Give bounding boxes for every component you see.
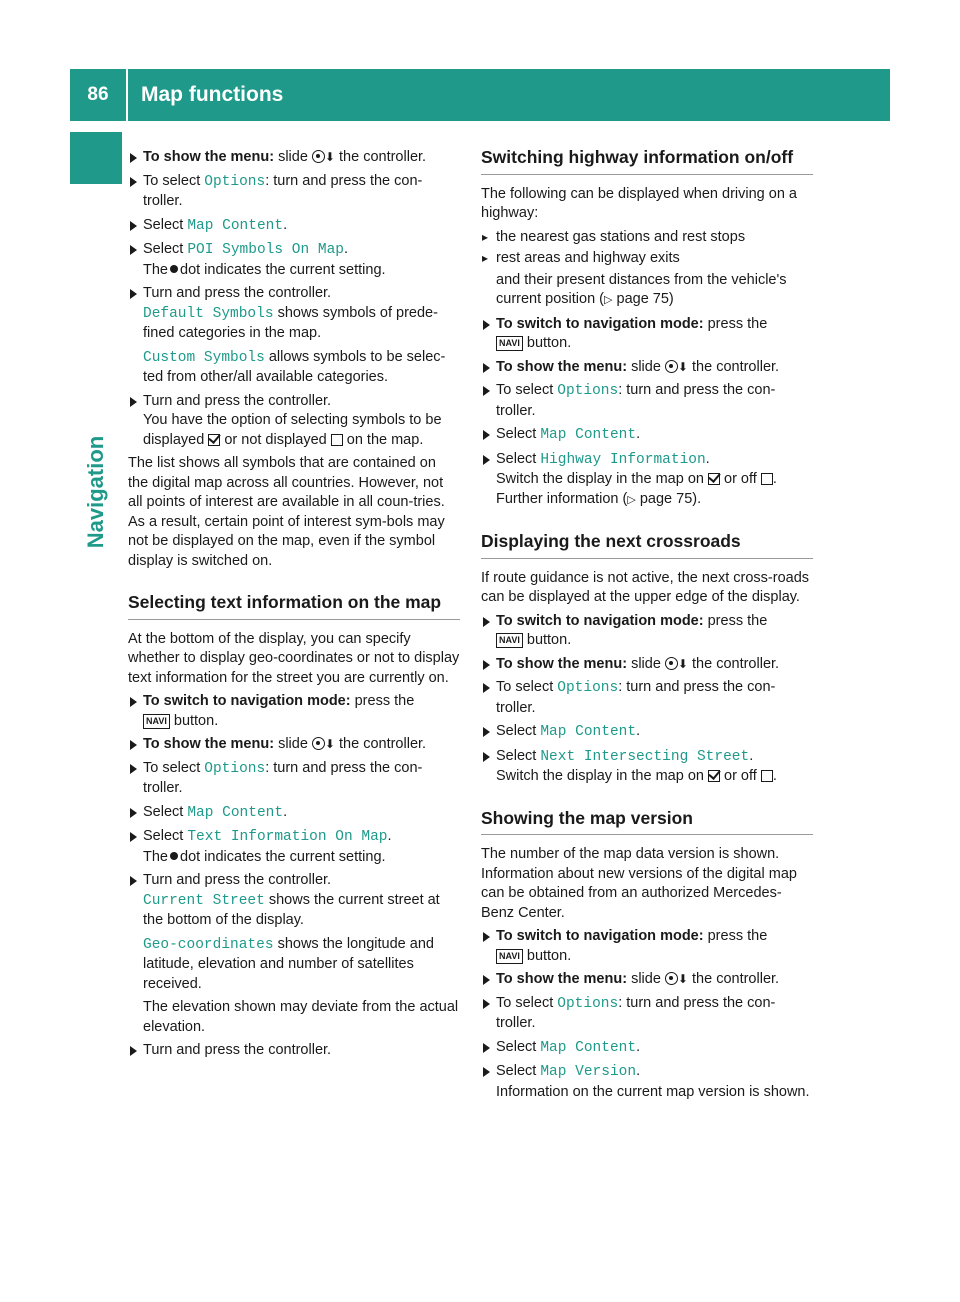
step-select-highway-info: Select Highway Information. Switch the display in the map on or off . Further information (▷ page 75). [481, 450, 813, 511]
step-show-menu-r1: To show the menu: slide ⬇ the controller. [481, 358, 813, 378]
checkbox-empty-icon [761, 473, 773, 485]
step-select-options-r3: To select Options: turn and press the con- troller. [481, 994, 813, 1034]
step-select-map-version: Select Map Version. Information on the current map version is shown. [481, 1062, 813, 1102]
step-turn-press-2: Turn and press the controller. You have the option of selecting symbols to be displayed or not displayed on the map. [128, 392, 460, 451]
menu-item-options: Options [204, 760, 266, 777]
heading-crossroads: Displaying the next crossroads [481, 532, 813, 559]
menu-item-map-version: Map Version [540, 1064, 637, 1080]
navi-key-icon: NAVI [143, 714, 170, 729]
heading-text-info: Selecting text information on the map [128, 593, 460, 620]
option-default-symbols: Default Symbols [143, 305, 274, 322]
controller-icon [665, 972, 678, 985]
menu-item-map-content: Map Content [187, 804, 284, 821]
step-show-menu-2: To show the menu: slide ⬇ the controller. [128, 735, 460, 755]
menu-item-options: Options [557, 680, 619, 696]
step-switch-nav: To switch to navigation mode: press the NAVI button. [128, 692, 460, 731]
step-turn-press-1: Turn and press the controller. Default Symbols shows symbols of prede-fined categories in the map. Custom Symbols allows symbols to be selec-ted from other/all available categories. [128, 284, 460, 388]
arrow-down-icon: ⬇ [677, 972, 688, 986]
step-select-options-r2: To select Options: turn and press the con- troller. [481, 678, 813, 718]
step-switch-nav-r3: To switch to navigation mode: press the NAVI button. [481, 927, 813, 966]
checkbox-empty-icon [761, 770, 773, 782]
controller-icon [665, 360, 678, 373]
header-divider [126, 69, 128, 121]
checkbox-empty-icon [331, 434, 343, 446]
right-column [481, 148, 813, 1106]
controller-icon [312, 150, 325, 163]
checkbox-checked-icon [708, 770, 720, 782]
step-select-poi-symbols: Select POI Symbols On Map. The dot indicates the current setting. [128, 240, 460, 280]
page-title: Map functions [141, 83, 284, 106]
step-show-menu: To show the menu: slide ⬇ the controller. [128, 148, 460, 168]
list-paragraph: The list shows all symbols that are contained on the digital map across all countries. However, not all points of interest are available in all coun-tries. As a result, certain point of interest sym-bols may not be displayed on the map, even if the symbol display is switched on. [128, 455, 445, 569]
option-current-street: Current Street [143, 892, 265, 909]
menu-item-highway-information: Highway Information [540, 451, 706, 468]
step-switch-nav-r2: To switch to navigation mode: press the NAVI button. [481, 612, 813, 651]
navi-key-icon: NAVI [496, 336, 523, 351]
crossroads-paragraph: If route guidance is not active, the next cross-roads can be displayed at the upper edge of the display. [481, 569, 810, 605]
step-select-options-2: To select Options: turn and press the con- troller. [128, 759, 460, 799]
menu-item-map-content: Map Content [540, 427, 637, 443]
menu-item-poi-symbols: POI Symbols On Map [187, 242, 344, 258]
menu-item-next-intersecting-street: Next Intersecting Street [540, 748, 750, 765]
page-number: 86 [87, 84, 109, 105]
text-info-paragraph: At the bottom of the display, you can specify whether to display geo-coordinates or not to display text information for the street you are currently on. [128, 630, 460, 686]
page-reference-icon: ▷ [627, 493, 636, 506]
step-select-options: To select Options: turn and press the con- troller. [128, 172, 460, 212]
step-switch-nav-r1: To switch to navigation mode: press the NAVI button. [481, 315, 813, 354]
side-tab-block [70, 132, 122, 184]
checkbox-checked-icon [708, 473, 720, 485]
arrow-down-icon: ⬇ [324, 737, 335, 751]
side-tab [70, 184, 122, 1024]
heading-highway: Switching highway information on/off [481, 148, 813, 175]
step-select-text-info: Select Text Information On Map. The dot indicates the current setting. [128, 827, 460, 867]
step-select-map-content-2: Select Map Content. [128, 803, 460, 824]
step-show-menu-r3: To show the menu: slide ⬇ the controller. [481, 970, 813, 990]
highway-paragraph: The following can be displayed when driving on a highway: [481, 185, 797, 221]
navi-key-icon: NAVI [496, 633, 523, 648]
step-show-menu-r2: To show the menu: slide ⬇ the controller. [481, 655, 813, 675]
step-turn-press-3: Turn and press the controller. Current Street shows the current street at the bottom of the display. Geo-coordinates shows the longitude and latitude, elevation and number of satellites received. The elevation shown may deviate from the actual elevation. [128, 871, 460, 1037]
page-reference-icon: ▷ [604, 294, 613, 306]
option-geo-coordinates: Geo-coordinates [143, 936, 274, 953]
elevation-note: The elevation shown may deviate from the actual elevation. [143, 999, 459, 1035]
step-select-map-content-r2: Select Map Content. [481, 722, 813, 743]
option-custom-symbols: Custom Symbols [143, 349, 265, 366]
menu-item-map-content: Map Content [187, 217, 284, 234]
bullet-rest-areas: ▸ rest areas and highway exits [481, 249, 813, 269]
controller-icon [312, 737, 325, 750]
radio-dot-icon [170, 265, 178, 273]
menu-item-options: Options [204, 173, 266, 190]
step-select-map-content: Select Map Content. [128, 216, 460, 237]
step-select-options-r1: To select Options: turn and press the con- troller. [481, 381, 813, 421]
controller-icon [665, 657, 678, 670]
menu-item-map-content: Map Content [540, 1039, 637, 1056]
step-select-map-content-r1: Select Map Content. [481, 425, 813, 446]
menu-item-text-information: Text Information On Map [187, 829, 388, 845]
arrow-down-icon: ⬇ [677, 359, 688, 374]
map-version-paragraph: The number of the map data version is shown. Information about new versions of the digital map can be obtained from an authorized Mercedes-Benz Center. [481, 846, 797, 921]
navi-key-icon: NAVI [496, 949, 523, 964]
checkbox-checked-icon [208, 434, 220, 446]
heading-map-version: Showing the map version [481, 809, 813, 836]
distances-note: and their present distances from the vehicle's current position (▷ page 75) [496, 271, 787, 307]
bullet-gas-stations: ▸ the nearest gas stations and rest stops [481, 228, 813, 248]
menu-item-options: Options [557, 995, 619, 1012]
step-select-next-street: Select Next Intersecting Street. Switch the display in the map on or off . [481, 747, 813, 787]
step-select-map-content-r3: Select Map Content. [481, 1038, 813, 1059]
menu-item-map-content: Map Content [540, 724, 637, 740]
step-turn-press-4: Turn and press the controller. [128, 1041, 460, 1061]
arrow-down-icon: ⬇ [324, 150, 335, 164]
side-tab-label: Navigation [83, 435, 108, 549]
left-column [128, 148, 460, 1065]
radio-dot-icon [170, 852, 178, 860]
arrow-down-icon: ⬇ [677, 656, 688, 671]
menu-item-options: Options [557, 383, 619, 399]
